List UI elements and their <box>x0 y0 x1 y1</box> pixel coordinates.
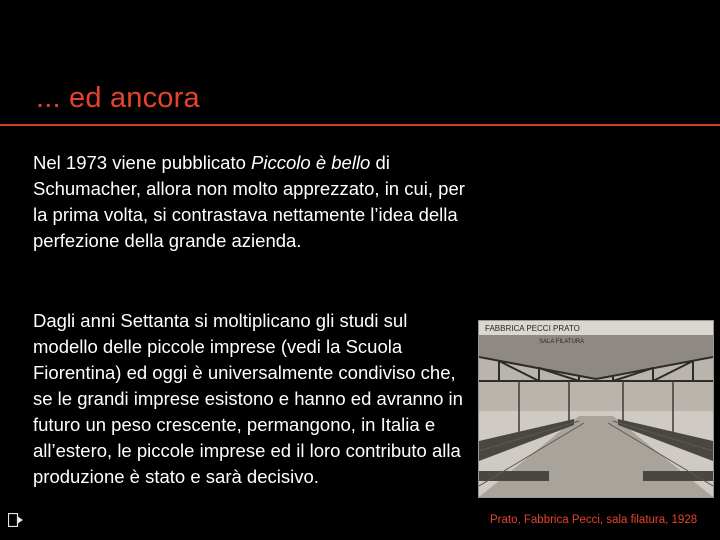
photo-label-sub: SALA FILATURA <box>539 339 585 345</box>
paragraph-1-text-b: di Schumacher, allora non molto apprezzato, in cui, per la prima volta, si contrastava nettamente l’idea della perfezione della grande azienda. <box>33 152 465 251</box>
historic-factory-photo <box>478 320 714 498</box>
slide-title: ... ed ancora <box>36 82 200 114</box>
photo-label-top: FABBRICA PECCI PRATO <box>485 324 580 333</box>
title-divider <box>0 124 720 126</box>
slideshow-nav-icon[interactable] <box>8 513 24 527</box>
paragraph-1 <box>33 150 483 254</box>
paragraph-2: Dagli anni Settanta si moltiplicano gli studi sul modello delle piccole imprese (vedi la Scuola Fiorentina) ed oggi è universalmente condiviso che, se le grandi imprese esistono e hanno ed avranno in futuro un peso crescente, permangono, in Italia e all’estero, le piccole imprese ed il loro contributo alla produzione è stato e sarà decisivo. <box>33 310 463 487</box>
book-title: Piccolo è bello <box>251 152 371 173</box>
photo-caption: Prato, Fabbrica Pecci, sala filatura, 1928 <box>490 514 698 526</box>
paragraph-1-text-a: Nel 1973 viene pubblicato <box>33 152 252 173</box>
